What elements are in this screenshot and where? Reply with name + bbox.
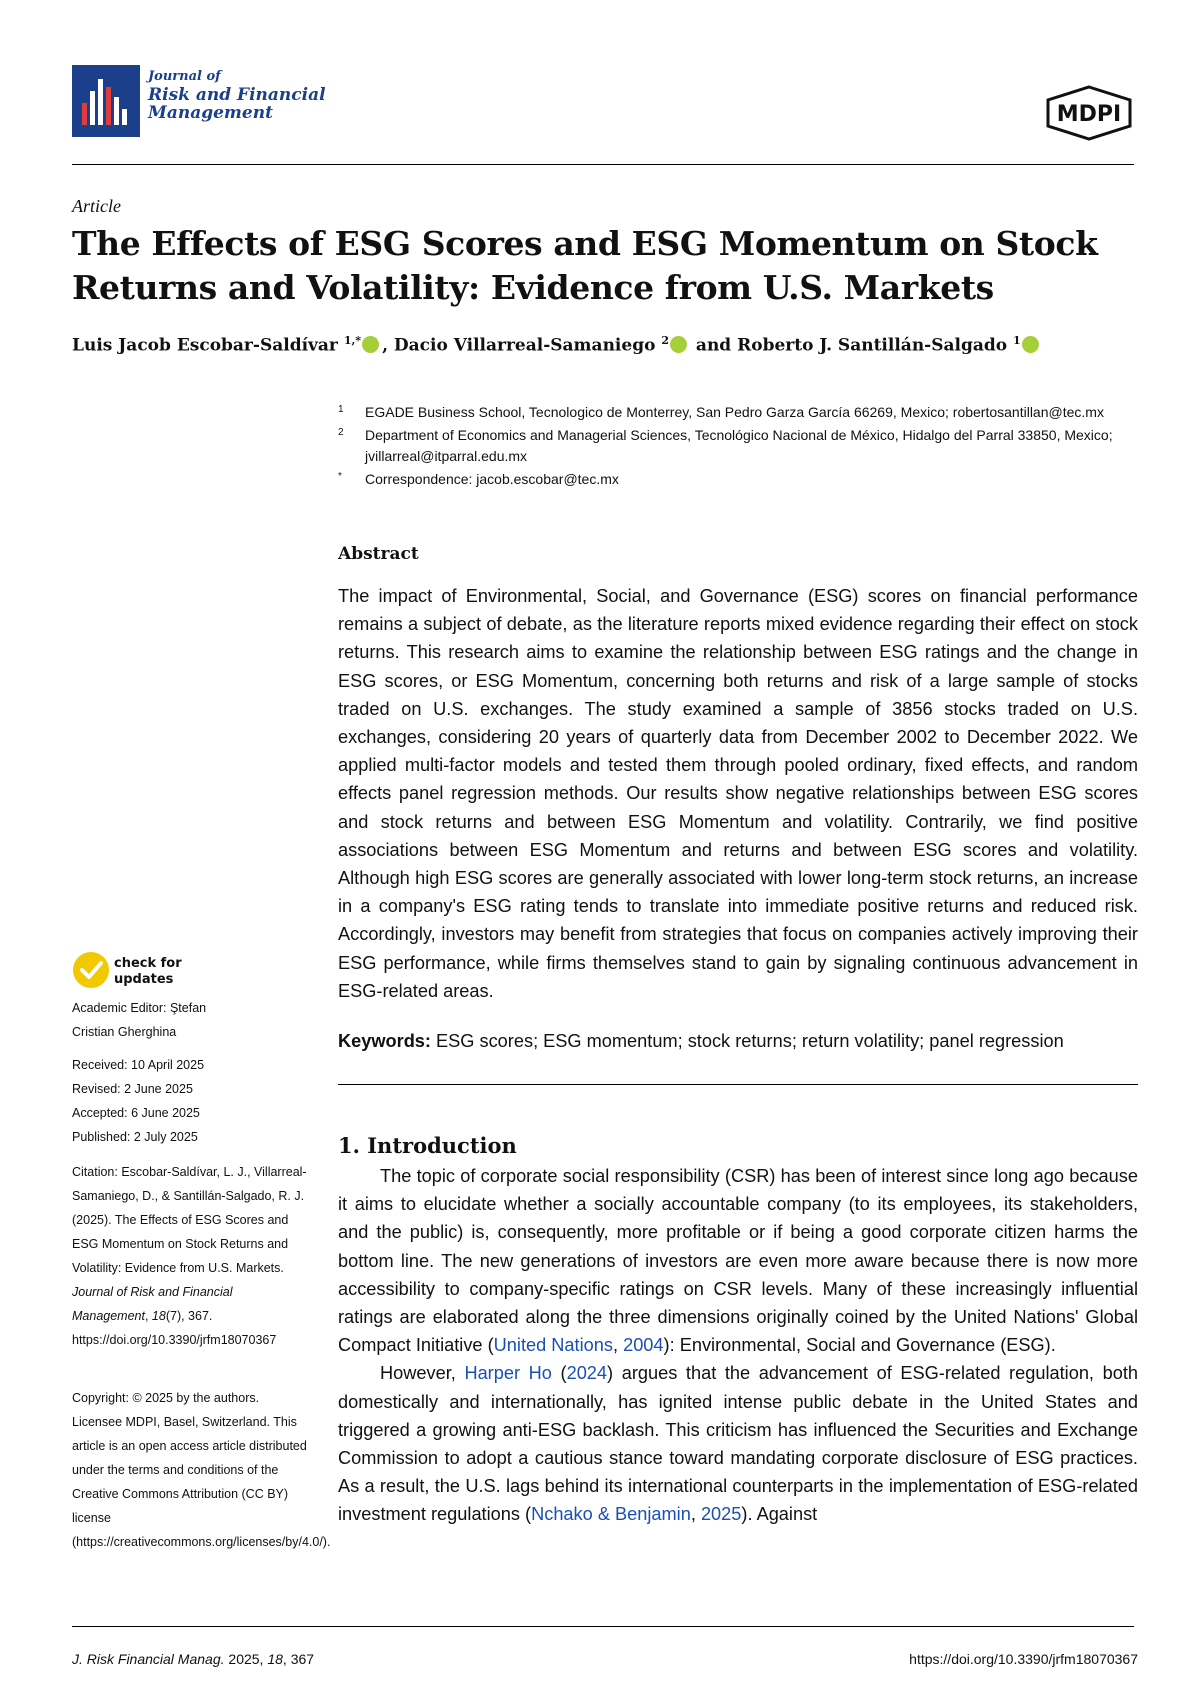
check-updates-line1: check for [114, 956, 182, 971]
paragraph [338, 1359, 1138, 1528]
author-name[interactable]: Roberto J. Santillán-Salgado [737, 335, 1008, 356]
orcid-icon[interactable] [1022, 336, 1039, 353]
mdpi-hexagon-icon [1044, 84, 1134, 142]
author-name[interactable]: Luis Jacob Escobar-Saldívar [72, 335, 338, 356]
citation-link[interactable]: 2024 [566, 1363, 608, 1384]
citation-block [72, 1160, 312, 1352]
footer-citation [72, 1651, 314, 1667]
check-for-updates-badge[interactable] [72, 950, 202, 994]
keywords [338, 1031, 1138, 1052]
text-run: ) argues that the advancement of ESG-related regulation, both domestically and internationally, has ignited intense public debate in the United States and triggered a growing anti-ESG backlash. This criticism has influenced the Securities and Exchange Commission to adopt a cautious stance toward mandating corporate disclosure of ESG practices. As a result, the U.S. lags behind its international counterparts in the implementation of ESG-related investment regulations ( [338, 1363, 1138, 1525]
text-run: ): Environmental, Social and Governance (ESG). [663, 1335, 1056, 1356]
journal-name [148, 68, 326, 122]
orcid-icon[interactable] [670, 336, 687, 353]
footer-rule [72, 1626, 1134, 1627]
author-separator: , [382, 335, 394, 356]
citation-link[interactable]: 2004 [623, 1335, 664, 1356]
section-heading: 1. Introduction [338, 1133, 517, 1158]
citation-link[interactable]: 2025 [700, 1504, 742, 1525]
affiliation-text: Correspondence: jacob.escobar@tec.mx [365, 471, 619, 487]
affiliation [338, 425, 1138, 467]
abstract-body: The impact of Environmental, Social, and Governance (ESG) scores on financial performance remains a subject of debate, as the literature reports mixed evidence regarding their effect on stock returns. This research aims to examine the relationship between ESG ratings and the change in ESG scores, or ESG Momentum, concerning both returns and risk of a large sample of stocks traded on U.S. exchanges. The study examined a sample of 3856 stocks traded on U.S. exchanges, considering 20 years of quarterly data from December 2002 to December 2022. We applied multi-factor models and tested them through pooled ordinary, fixed effects, and random effects panel regression methods. Our results show negative relationships between ESG scores and stock returns and between ESG Momentum and volatility. Contrarily, we find positive associations between ESG Momentum and returns and between ESG scores and volatility. Although high ESG scores are generally associated with lower long-term stock returns, an increase in a company's ESG rating tends to translate into immediate positive returns and reduced risk. Accordingly, investors may benefit from strategies that focus on companies actively improving their ESG performance, while firms themselves stand to gain by signaling continuous advancement in ESG-related areas. [338, 586, 1138, 1001]
keywords-label: Keywords: [338, 1031, 431, 1051]
text-run: The topic of corporate social responsibility (CSR) has been of interest since long ago because it aims to elucidate whether a socially accountable company (to its employees, its stakeholders, and the public) is, consequently, more profitable or if being a good corporate citizen harms the bottom line. The new generations of investors are even more aware because there is now more accessibility to company-specific ratings on CSR levels. Many of these increasingly influential ratings are elaborated along the three dimensions originally coined by the United Nations' Global Compact Initiative ( [338, 1166, 1138, 1356]
text-run: ). Against [741, 1504, 818, 1525]
journal-logo-bars-icon [72, 65, 140, 137]
revised-date: Revised: 2 June 2025 [72, 1082, 193, 1096]
text-run: However, [380, 1363, 465, 1384]
footer-year: 2025, [224, 1651, 268, 1667]
affiliation-number: * [338, 471, 342, 482]
keywords-text: ESG scores; ESG momentum; stock returns; return volatility; panel regression [430, 1031, 1064, 1051]
publisher-name: MDPI [1056, 102, 1122, 127]
citation-link[interactable]: United Nations [493, 1335, 613, 1356]
affiliation-number: 2 [338, 427, 344, 438]
journal-name-line2: Risk and Financial [148, 85, 326, 105]
author-affil-sup: 1 [1013, 334, 1021, 347]
text-run: , [612, 1335, 624, 1356]
journal-name-line1: Journal of [148, 69, 221, 84]
received-date: Received: 10 April 2025 [72, 1058, 205, 1072]
affiliation-text: EGADE Business School, Tecnologico de Monterrey, San Pedro Garza García 66269, Mexico; robertosantillan@tec.mx [365, 404, 1104, 420]
text-run: ( [551, 1363, 567, 1384]
author-affil-sup: 2 [661, 334, 670, 347]
author-name[interactable]: Dacio Villarreal-Samaniego [393, 335, 656, 356]
citation-text: Citation: Escobar-Saldívar, L. J., Villarreal-Samaniego, D., & Santillán-Salgado, R. J. (2025). The Effects of ESG Scores and ESG Momentum on Stock Returns and Volatility: Evidence from U.S. Markets. [72, 1165, 307, 1275]
citation-volume: 18 [151, 1309, 166, 1323]
article-type: Article [72, 196, 121, 216]
citation-link[interactable]: Nchako & Benjamin [531, 1504, 691, 1525]
author-separator: and [690, 335, 738, 356]
affiliation-text: Department of Economics and Managerial Sciences, Tecnológico Nacional de México, Hidalgo del Parral 33850, Mexico; jvillarreal@itparral.edu.mx [365, 427, 1113, 464]
citation-text: , [144, 1309, 152, 1323]
check-updates-icon [72, 950, 202, 990]
citation-journal: Journal of Risk and Financial Management [72, 1285, 233, 1323]
citation-link[interactable]: Harper Ho [464, 1363, 552, 1384]
correspondence [338, 469, 1138, 490]
footer-doi[interactable]: https://doi.org/10.3390/jrfm18070367 [909, 1651, 1138, 1667]
footer-article-number: , 367 [282, 1651, 315, 1667]
footer-volume: 18 [267, 1651, 283, 1667]
footer-journal: J. Risk Financial Manag. [72, 1651, 225, 1667]
copyright-block: Copyright: © 2025 by the authors. Licensee MDPI, Basel, Switzerland. This article is an open access article distributed under the terms and conditions of the Creative Commons Attribution (CC BY) license (https://creativecommons.org/licenses/by/4.0/). [72, 1391, 331, 1549]
header-rule [72, 164, 1134, 165]
citation-doi[interactable]: (7), 367. https://doi.org/10.3390/jrfm18070367 [72, 1309, 277, 1347]
paragraph [338, 1162, 1138, 1359]
academic-editor-line2: Cristian Gherghina [72, 1025, 177, 1039]
academic-editor-line1: Academic Editor: Ştefan [72, 1001, 207, 1015]
author-list [72, 334, 1042, 356]
journal-logo [72, 65, 140, 137]
paper-title: The Effects of ESG Scores and ESG Momentum on Stock Returns and Volatility: Evidence from U.S. Markets [72, 224, 1098, 307]
journal-name-line3: Management [148, 103, 273, 123]
author-affil-sup: 1,* [343, 334, 362, 347]
orcid-icon[interactable] [362, 336, 379, 353]
abstract-rule [338, 1084, 1138, 1085]
abstract-heading: Abstract [338, 544, 419, 564]
affiliation-number: 1 [338, 404, 344, 415]
check-updates-line2: updates [114, 972, 174, 987]
academic-editor [72, 996, 312, 1044]
accepted-date: Accepted: 6 June 2025 [72, 1106, 200, 1120]
text-run: , [690, 1504, 701, 1525]
affiliations [338, 402, 1138, 492]
published-date: Published: 2 July 2025 [72, 1130, 198, 1144]
publisher-logo [1044, 84, 1134, 146]
affiliation [338, 402, 1138, 423]
intro-body [338, 1162, 1138, 1529]
publication-dates [72, 1053, 312, 1149]
